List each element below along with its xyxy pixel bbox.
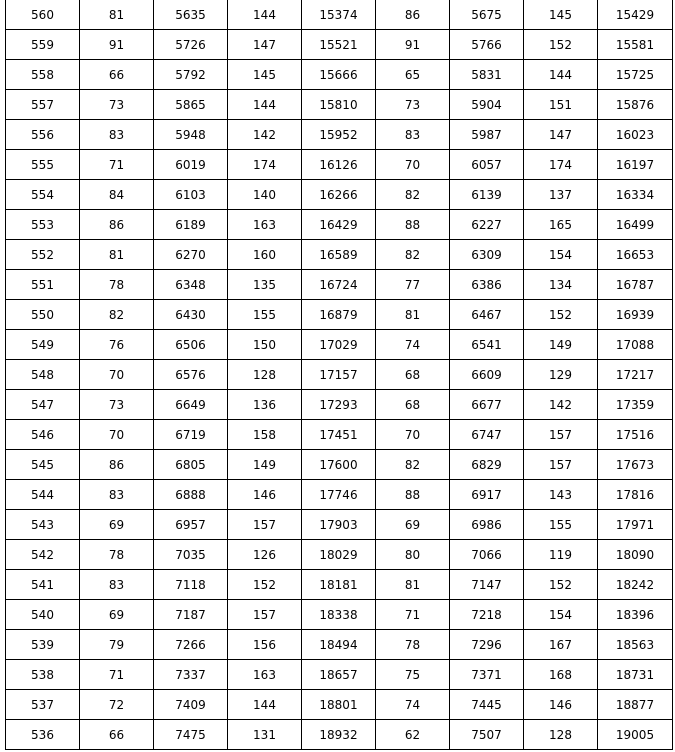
table-cell: 7475 [154,720,228,750]
table-cell: 15581 [598,30,673,60]
table-cell: 537 [6,690,80,720]
table-cell: 18801 [302,690,376,720]
table-cell: 126 [228,540,302,570]
table-cell: 7066 [450,540,524,570]
table-cell: 76 [80,330,154,360]
table-cell: 142 [524,390,598,420]
table-cell: 6057 [450,150,524,180]
table-cell: 81 [80,240,154,270]
table-cell: 145 [524,0,598,30]
table-cell: 62 [376,720,450,750]
table-cell: 6103 [154,180,228,210]
table-cell: 18731 [598,660,673,690]
table-cell: 66 [80,720,154,750]
table-cell: 17029 [302,330,376,360]
table-cell: 82 [376,450,450,480]
table-cell: 129 [524,360,598,390]
table-cell: 556 [6,120,80,150]
table-cell: 6677 [450,390,524,420]
table-cell: 75 [376,660,450,690]
table-cell: 15810 [302,90,376,120]
table-cell: 559 [6,30,80,60]
table-cell: 128 [524,720,598,750]
table-cell: 16499 [598,210,673,240]
table-cell: 7218 [450,600,524,630]
table-cell: 6309 [450,240,524,270]
table-cell: 6829 [450,450,524,480]
table-cell: 5635 [154,0,228,30]
table-row [6,360,673,390]
table-cell: 73 [80,90,154,120]
table-row [6,30,673,60]
table-cell: 145 [228,60,302,90]
table-cell: 155 [228,300,302,330]
table-cell: 128 [228,360,302,390]
table-cell: 18877 [598,690,673,720]
table-cell: 168 [524,660,598,690]
table-cell: 6189 [154,210,228,240]
table-cell: 18657 [302,660,376,690]
table-cell: 17971 [598,510,673,540]
table-cell: 6719 [154,420,228,450]
table-cell: 6227 [450,210,524,240]
table-cell: 157 [228,510,302,540]
table-row [6,120,673,150]
table-cell: 560 [6,0,80,30]
table-cell: 152 [228,570,302,600]
table-cell: 555 [6,150,80,180]
table-cell: 15666 [302,60,376,90]
table-cell: 18396 [598,600,673,630]
table-cell: 5792 [154,60,228,90]
table-cell: 7035 [154,540,228,570]
table-cell: 152 [524,570,598,600]
table-cell: 17359 [598,390,673,420]
table-row [6,630,673,660]
table-cell: 15429 [598,0,673,30]
table-row [6,0,673,30]
table-cell: 65 [376,60,450,90]
table-cell: 542 [6,540,80,570]
table-cell: 544 [6,480,80,510]
table-cell: 7409 [154,690,228,720]
table-row [6,180,673,210]
table-cell: 538 [6,660,80,690]
table-cell: 6609 [450,360,524,390]
table-cell: 167 [524,630,598,660]
table-cell: 84 [80,180,154,210]
table-cell: 7337 [154,660,228,690]
table-cell: 6576 [154,360,228,390]
table-row [6,270,673,300]
table-cell: 174 [228,150,302,180]
table-cell: 149 [228,450,302,480]
table-cell: 558 [6,60,80,90]
table-cell: 144 [228,90,302,120]
table-cell: 543 [6,510,80,540]
table-cell: 152 [524,30,598,60]
table-row [6,60,673,90]
table-cell: 68 [376,360,450,390]
table-cell: 81 [376,570,450,600]
table-cell: 18181 [302,570,376,600]
table-cell: 17293 [302,390,376,420]
table-cell: 82 [80,300,154,330]
table-row [6,600,673,630]
table-row [6,450,673,480]
table-cell: 74 [376,330,450,360]
table-cell: 119 [524,540,598,570]
table-cell: 78 [80,270,154,300]
table-cell: 73 [376,90,450,120]
table-cell: 547 [6,390,80,420]
table-cell: 91 [80,30,154,60]
table-cell: 72 [80,690,154,720]
table-cell: 7296 [450,630,524,660]
table-cell: 553 [6,210,80,240]
table-cell: 146 [228,480,302,510]
table-cell: 6019 [154,150,228,180]
table-cell: 16787 [598,270,673,300]
table-cell: 78 [376,630,450,660]
table-cell: 158 [228,420,302,450]
table-cell: 88 [376,210,450,240]
table-cell: 6541 [450,330,524,360]
table-cell: 18494 [302,630,376,660]
table-cell: 18029 [302,540,376,570]
table-cell: 7118 [154,570,228,600]
table-cell: 163 [228,660,302,690]
table-cell: 82 [376,240,450,270]
table-cell: 6649 [154,390,228,420]
table-cell: 157 [524,420,598,450]
table-cell: 5726 [154,30,228,60]
table-cell: 15521 [302,30,376,60]
table-cell: 137 [524,180,598,210]
table-cell: 545 [6,450,80,480]
table-cell: 18932 [302,720,376,750]
table-cell: 5766 [450,30,524,60]
table-cell: 149 [524,330,598,360]
table-cell: 142 [228,120,302,150]
table-cell: 73 [80,390,154,420]
table-row [6,540,673,570]
table-cell: 7147 [450,570,524,600]
table-cell: 16197 [598,150,673,180]
table-cell: 5675 [450,0,524,30]
table-cell: 6957 [154,510,228,540]
table-cell: 16334 [598,180,673,210]
table-cell: 16126 [302,150,376,180]
table-cell: 7187 [154,600,228,630]
table-cell: 82 [376,180,450,210]
table-cell: 86 [80,210,154,240]
table-cell: 15725 [598,60,673,90]
table-cell: 539 [6,630,80,660]
score-distribution-table-container [5,0,672,750]
table-cell: 78 [80,540,154,570]
table-cell: 17516 [598,420,673,450]
table-cell: 70 [376,150,450,180]
table-cell: 16023 [598,120,673,150]
table-row [6,210,673,240]
table-cell: 6467 [450,300,524,330]
table-cell: 549 [6,330,80,360]
table-cell: 17746 [302,480,376,510]
table-cell: 5904 [450,90,524,120]
table-cell: 16266 [302,180,376,210]
table-cell: 86 [376,0,450,30]
table-cell: 91 [376,30,450,60]
table-row [6,240,673,270]
table-row [6,420,673,450]
table-cell: 550 [6,300,80,330]
table-row [6,690,673,720]
table-cell: 144 [524,60,598,90]
table-cell: 552 [6,240,80,270]
table-cell: 16589 [302,240,376,270]
table-cell: 19005 [598,720,673,750]
table-cell: 165 [524,210,598,240]
table-cell: 548 [6,360,80,390]
table-cell: 557 [6,90,80,120]
table-cell: 174 [524,150,598,180]
table-cell: 71 [80,660,154,690]
table-cell: 88 [376,480,450,510]
table-cell: 154 [524,240,598,270]
table-cell: 5831 [450,60,524,90]
table-cell: 83 [80,120,154,150]
table-cell: 83 [80,570,154,600]
table-cell: 160 [228,240,302,270]
table-cell: 536 [6,720,80,750]
table-cell: 70 [376,420,450,450]
table-cell: 7371 [450,660,524,690]
table-cell: 68 [376,390,450,420]
table-cell: 77 [376,270,450,300]
table-cell: 6986 [450,510,524,540]
table-cell: 147 [524,120,598,150]
table-cell: 5948 [154,120,228,150]
table-cell: 16429 [302,210,376,240]
table-cell: 5865 [154,90,228,120]
table-cell: 6805 [154,450,228,480]
table-cell: 143 [524,480,598,510]
table-body [6,0,673,750]
table-cell: 131 [228,720,302,750]
table-cell: 16653 [598,240,673,270]
table-cell: 6917 [450,480,524,510]
table-cell: 6747 [450,420,524,450]
table-cell: 69 [80,600,154,630]
table-row [6,510,673,540]
table-cell: 157 [524,450,598,480]
table-cell: 154 [524,600,598,630]
table-cell: 156 [228,630,302,660]
table-row [6,390,673,420]
table-cell: 151 [524,90,598,120]
score-distribution-table [5,0,673,750]
table-cell: 74 [376,690,450,720]
table-cell: 6348 [154,270,228,300]
table-cell: 155 [524,510,598,540]
table-cell: 136 [228,390,302,420]
table-row [6,300,673,330]
table-cell: 16724 [302,270,376,300]
table-row [6,720,673,750]
table-cell: 86 [80,450,154,480]
table-cell: 15952 [302,120,376,150]
table-cell: 80 [376,540,450,570]
table-cell: 81 [376,300,450,330]
table-cell: 17088 [598,330,673,360]
table-cell: 69 [80,510,154,540]
table-cell: 144 [228,690,302,720]
table-cell: 134 [524,270,598,300]
table-cell: 152 [524,300,598,330]
table-cell: 17816 [598,480,673,510]
table-cell: 70 [80,420,154,450]
table-cell: 140 [228,180,302,210]
table-cell: 15374 [302,0,376,30]
table-row [6,660,673,690]
table-cell: 16879 [302,300,376,330]
table-cell: 147 [228,30,302,60]
table-cell: 6430 [154,300,228,330]
table-cell: 157 [228,600,302,630]
table-cell: 135 [228,270,302,300]
table-cell: 146 [524,690,598,720]
table-cell: 18090 [598,540,673,570]
table-cell: 5987 [450,120,524,150]
table-cell: 6270 [154,240,228,270]
table-cell: 554 [6,180,80,210]
table-cell: 71 [376,600,450,630]
table-cell: 70 [80,360,154,390]
table-cell: 71 [80,150,154,180]
table-cell: 7507 [450,720,524,750]
table-cell: 16939 [598,300,673,330]
table-row [6,570,673,600]
table-cell: 18242 [598,570,673,600]
table-row [6,480,673,510]
table-cell: 551 [6,270,80,300]
table-cell: 17903 [302,510,376,540]
table-cell: 6139 [450,180,524,210]
table-cell: 150 [228,330,302,360]
table-cell: 17600 [302,450,376,480]
table-row [6,330,673,360]
table-cell: 18338 [302,600,376,630]
table-cell: 7445 [450,690,524,720]
table-cell: 546 [6,420,80,450]
table-cell: 81 [80,0,154,30]
table-cell: 79 [80,630,154,660]
table-cell: 6386 [450,270,524,300]
table-cell: 17451 [302,420,376,450]
table-cell: 17157 [302,360,376,390]
table-cell: 6888 [154,480,228,510]
table-cell: 83 [376,120,450,150]
table-cell: 540 [6,600,80,630]
table-cell: 83 [80,480,154,510]
table-cell: 163 [228,210,302,240]
table-cell: 66 [80,60,154,90]
table-cell: 144 [228,0,302,30]
table-cell: 6506 [154,330,228,360]
table-row [6,90,673,120]
table-cell: 7266 [154,630,228,660]
table-row [6,150,673,180]
table-cell: 17217 [598,360,673,390]
table-cell: 15876 [598,90,673,120]
table-cell: 541 [6,570,80,600]
table-cell: 69 [376,510,450,540]
table-cell: 18563 [598,630,673,660]
table-cell: 17673 [598,450,673,480]
